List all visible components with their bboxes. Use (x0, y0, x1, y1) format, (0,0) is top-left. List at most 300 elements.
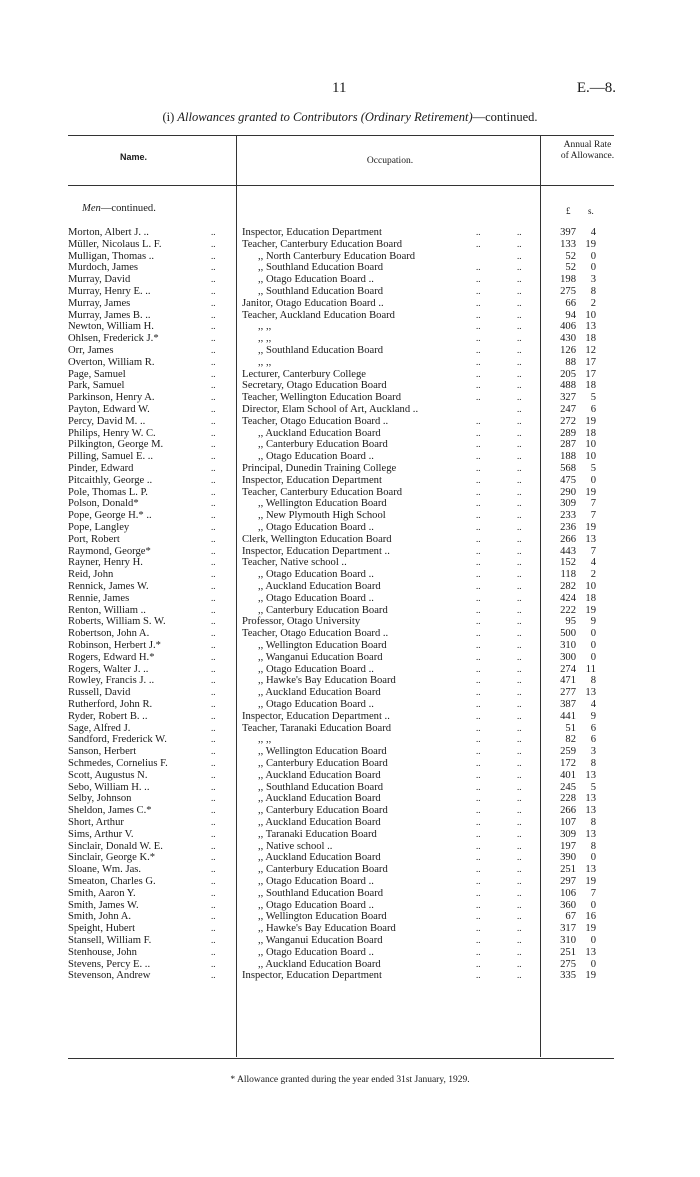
leader-dots: .. (211, 415, 216, 426)
leader-dots: .. (517, 675, 522, 686)
leader-dots: .. (517, 415, 522, 426)
row-occupation: Teacher, Auckland Education Board (242, 309, 395, 321)
row-name: Pope, George H.* .. (68, 510, 152, 522)
table-row (0, 947, 700, 959)
table-row (0, 734, 700, 746)
leader-dots: .. (476, 297, 481, 308)
leader-dots: .. (211, 592, 216, 603)
row-shillings: 19 (585, 486, 596, 498)
row-pounds: 475 (560, 474, 576, 486)
leader-dots: .. (211, 852, 216, 863)
row-pounds: 67 (565, 911, 576, 923)
row-shillings: 0 (590, 640, 596, 651)
leader-dots: .. (211, 545, 216, 556)
row-pounds: 297 (560, 876, 576, 887)
leader-dots: .. (211, 840, 216, 851)
leader-dots: .. (211, 887, 216, 898)
leader-dots: .. (211, 356, 216, 367)
row-shillings: 12 (585, 345, 596, 356)
row-pounds: 471 (560, 675, 576, 687)
row-occupation: Professor, Otago University (242, 616, 361, 628)
row-shillings: 13 (585, 828, 596, 840)
row-occupation: ,, Otago Education Board .. (258, 899, 374, 911)
row-occupation: ,, Otago Education Board .. (258, 274, 374, 286)
row-name: Pilling, Samuel E. .. (68, 451, 154, 463)
row-name: Sanson, Herbert (68, 746, 137, 758)
leader-dots: .. (476, 722, 481, 733)
row-occupation: ,, Auckland Education Board (258, 769, 381, 781)
leader-dots: .. (476, 710, 481, 721)
row-pounds: 275 (560, 286, 576, 297)
leader-dots: .. (517, 522, 522, 532)
table-row (0, 475, 700, 487)
row-pounds: 310 (560, 640, 576, 651)
table-row (0, 380, 700, 392)
table-row (0, 274, 700, 286)
leader-dots: .. (517, 852, 522, 863)
row-shillings: 13 (585, 793, 596, 805)
leader-dots: .. (211, 569, 216, 580)
header-rate (540, 140, 635, 162)
row-shillings: 7 (590, 545, 596, 557)
header-occupation: Occupation. (366, 156, 414, 166)
table-row (0, 829, 700, 841)
leader-dots: .. (211, 769, 216, 780)
row-name: Mulligan, Thomas .. (68, 250, 155, 262)
leader-dots: .. (476, 604, 481, 615)
row-name: Sinclair, George K.* (68, 852, 156, 864)
row-occupation: ,, ,, (258, 333, 272, 345)
row-shillings: 0 (590, 628, 596, 640)
row-shillings: 0 (590, 651, 596, 663)
row-pounds: 390 (560, 852, 576, 864)
row-name: Stenhouse, John (68, 946, 137, 958)
row-pounds: 441 (560, 710, 576, 722)
leader-dots: .. (211, 486, 216, 497)
row-name: Speight, Hubert (68, 923, 136, 935)
row-name: Schmedes, Cornelius F. (68, 758, 168, 769)
leader-dots: .. (476, 852, 481, 863)
row-shillings: 0 (590, 935, 596, 946)
row-shillings: 6 (590, 404, 596, 415)
row-name: Smith, Aaron Y. (68, 887, 136, 899)
row-occupation: ,, ,, (258, 321, 272, 333)
leader-dots: .. (517, 368, 522, 379)
leader-dots: .. (476, 758, 481, 768)
subtitle-prefix: (i) (162, 110, 178, 124)
document-code: E.—8. (576, 80, 616, 96)
leader-dots: .. (476, 675, 481, 686)
leader-dots: .. (211, 687, 216, 698)
leader-dots: .. (211, 333, 216, 344)
row-name: Robertson, John A. (68, 628, 150, 640)
row-name: Sims, Arthur V. (68, 828, 134, 840)
leader-dots: .. (517, 935, 522, 945)
row-name: Stansell, William F. (68, 935, 152, 946)
row-occupation: ,, Otago Education Board .. (258, 522, 374, 533)
row-occupation: ,, Southland Education Board (258, 345, 384, 356)
leader-dots: .. (476, 451, 481, 462)
leader-dots: .. (211, 781, 216, 792)
row-name: Ryder, Robert B. .. (68, 710, 148, 722)
row-shillings: 3 (590, 274, 596, 286)
row-name: Rowley, Francis J. .. (68, 675, 155, 687)
table-row (0, 357, 700, 369)
row-name: Smeaton, Charles G. (68, 876, 156, 887)
row-occupation: ,, Wellington Education Board (258, 640, 387, 651)
leader-dots: .. (476, 817, 481, 827)
row-pounds: 205 (560, 368, 576, 380)
row-occupation: ,, Native school .. (258, 840, 333, 852)
row-shillings: 16 (585, 911, 596, 923)
leader-dots: .. (517, 545, 522, 556)
leader-dots: .. (517, 817, 522, 827)
row-name: Smith, John A. (68, 911, 131, 923)
row-occupation: Teacher, Otago Education Board .. (242, 415, 389, 427)
leader-dots: .. (476, 840, 481, 851)
row-shillings: 19 (585, 876, 596, 887)
row-shillings: 8 (590, 286, 596, 297)
leader-dots: .. (476, 699, 481, 709)
row-name: Rogers, Edward H.* (68, 651, 155, 663)
leader-dots: .. (476, 887, 481, 898)
leader-dots: .. (517, 274, 522, 285)
section-heading (82, 203, 156, 214)
header-rate-line1: Annual Rate (563, 140, 612, 150)
leader-dots: .. (517, 722, 522, 733)
row-occupation: ,, Canterbury Education Board (258, 805, 388, 817)
leader-dots: .. (476, 533, 481, 544)
table-row (0, 770, 700, 782)
row-pounds: 95 (565, 616, 576, 628)
row-occupation: Clerk, Wellington Education Board (242, 533, 392, 545)
leader-dots: .. (517, 793, 522, 804)
row-name: Pilkington, George M. (68, 439, 164, 451)
row-pounds: 245 (560, 781, 576, 793)
row-shillings: 0 (590, 958, 596, 970)
table-row (0, 286, 700, 298)
row-shillings: 6 (590, 722, 596, 734)
unit-shillings: s. (588, 206, 594, 216)
row-occupation: ,, Otago Education Board .. (258, 946, 374, 958)
row-occupation: Director, Elam School of Art, Auckland .. (242, 404, 419, 415)
table-subtitle (0, 110, 700, 125)
row-name: Ohlsen, Frederick J.* (68, 333, 159, 345)
row-shillings: 13 (585, 946, 596, 958)
leader-dots: .. (211, 392, 216, 403)
row-shillings: 8 (590, 758, 596, 769)
row-shillings: 10 (585, 439, 596, 451)
leader-dots: .. (517, 592, 522, 603)
row-shillings: 0 (590, 899, 596, 911)
table-row (0, 404, 700, 416)
row-pounds: 568 (560, 463, 576, 474)
table-row (0, 593, 700, 605)
leader-dots: .. (211, 958, 216, 969)
row-occupation: ,, ,, (258, 734, 272, 746)
section-heading-suffix: —continued. (100, 203, 156, 214)
row-shillings: 8 (590, 675, 596, 687)
table-row (0, 439, 700, 451)
leader-dots: .. (517, 899, 522, 910)
leader-dots: .. (517, 710, 522, 721)
table-row (0, 640, 700, 652)
table-row (0, 687, 700, 699)
leader-dots: .. (211, 533, 216, 544)
row-pounds: 360 (560, 899, 576, 911)
leader-dots: .. (476, 510, 481, 521)
table-row (0, 711, 700, 723)
row-occupation: Teacher, Native school .. (242, 557, 347, 569)
leader-dots: .. (211, 463, 216, 473)
row-name: Selby, Johnson (68, 793, 132, 805)
table-row (0, 510, 700, 522)
table-row (0, 333, 700, 345)
leader-dots: .. (476, 522, 481, 532)
leader-dots: .. (517, 309, 522, 320)
row-shillings: 19 (585, 604, 596, 616)
row-shillings: 18 (585, 592, 596, 604)
leader-dots: .. (476, 769, 481, 780)
leader-dots: .. (517, 321, 522, 332)
row-shillings: 7 (590, 498, 596, 510)
leader-dots: .. (211, 274, 216, 285)
row-occupation: Lecturer, Canterbury College (242, 368, 367, 380)
table-row (0, 664, 700, 676)
leader-dots: .. (517, 581, 522, 591)
page-number: 11 (332, 80, 347, 96)
table-row (0, 463, 700, 475)
row-occupation: ,, Southland Education Board (258, 781, 384, 793)
row-name: Murray, David (68, 274, 131, 286)
row-occupation: ,, Taranaki Education Board (258, 828, 377, 840)
row-shillings: 19 (585, 923, 596, 935)
row-occupation: Teacher, Taranaki Education Board (242, 722, 392, 734)
row-shillings: 9 (590, 616, 596, 628)
leader-dots: .. (517, 876, 522, 886)
leader-dots: .. (211, 557, 216, 568)
leader-dots: .. (517, 769, 522, 780)
row-shillings: 13 (585, 321, 596, 333)
table-row (0, 251, 700, 263)
table-row (0, 841, 700, 853)
leader-dots: .. (476, 958, 481, 969)
row-pounds: 300 (560, 651, 576, 663)
leader-dots: .. (517, 463, 522, 473)
leader-dots: .. (211, 604, 216, 615)
leader-dots: .. (476, 309, 481, 320)
leader-dots: .. (476, 911, 481, 922)
footer-rule (68, 1058, 614, 1059)
row-occupation: ,, New Plymouth High School (258, 510, 386, 522)
leader-dots: .. (517, 345, 522, 355)
row-pounds: 317 (560, 923, 576, 935)
leader-dots: .. (517, 628, 522, 639)
table-row (0, 723, 700, 735)
leader-dots: .. (517, 970, 522, 981)
row-pounds: 430 (560, 333, 576, 345)
row-occupation: Teacher, Otago Education Board .. (242, 628, 389, 640)
leader-dots: .. (517, 451, 522, 462)
row-shillings: 19 (585, 970, 596, 982)
leader-dots: .. (476, 274, 481, 285)
leader-dots: .. (476, 640, 481, 650)
row-occupation: ,, Otago Education Board .. (258, 451, 374, 463)
row-name: Morton, Albert J. .. (68, 227, 149, 238)
row-occupation: ,, Auckland Education Board (258, 958, 381, 970)
leader-dots: .. (476, 368, 481, 379)
leader-dots: .. (517, 227, 522, 237)
row-occupation: ,, Otago Education Board .. (258, 699, 374, 710)
row-shillings: 11 (585, 663, 596, 675)
leader-dots: .. (211, 710, 216, 721)
leader-dots: .. (476, 935, 481, 945)
leader-dots: .. (476, 392, 481, 403)
row-name: Rutherford, John R. (68, 699, 153, 710)
row-occupation: ,, Otago Education Board .. (258, 876, 374, 887)
row-name: Russell, David (68, 687, 131, 699)
leader-dots: .. (211, 427, 216, 438)
row-pounds: 88 (565, 356, 576, 368)
table-row (0, 321, 700, 333)
row-pounds: 488 (560, 380, 576, 392)
footnote: * Allowance granted during the year ended 31st January, 1929. (230, 1075, 470, 1085)
table-row (0, 392, 700, 404)
leader-dots: .. (517, 923, 522, 934)
row-pounds: 290 (560, 486, 576, 498)
leader-dots: .. (211, 923, 216, 934)
row-occupation: ,, Wanganui Education Board (258, 935, 383, 946)
leader-dots: .. (476, 227, 481, 237)
leader-dots: .. (211, 640, 216, 650)
row-pounds: 236 (560, 522, 576, 533)
leader-dots: .. (476, 805, 481, 816)
leader-dots: .. (476, 333, 481, 344)
leader-dots: .. (211, 805, 216, 816)
leader-dots: .. (211, 663, 216, 674)
leader-dots: .. (476, 286, 481, 296)
row-pounds: 397 (560, 227, 576, 238)
row-name: Pope, Langley (68, 522, 130, 533)
leader-dots: .. (476, 734, 481, 745)
row-name: Pitcaithly, George .. (68, 474, 153, 486)
leader-dots: .. (517, 474, 522, 485)
row-pounds: 500 (560, 628, 576, 640)
row-shillings: 5 (590, 392, 596, 404)
table-row (0, 675, 700, 687)
table-row (0, 451, 700, 463)
leader-dots: .. (211, 404, 216, 414)
row-name: Philips, Henry W. C. (68, 427, 156, 439)
leader-dots: .. (517, 604, 522, 615)
row-occupation: ,, Wellington Education Board (258, 498, 387, 510)
row-name: Rayner, Henry H. (68, 557, 143, 569)
row-name: Robinson, Herbert J.* (68, 640, 161, 651)
row-pounds: 82 (565, 734, 576, 746)
row-name: Parkinson, Henry A. (68, 392, 155, 404)
leader-dots: .. (211, 828, 216, 839)
row-name: Sinclair, Donald W. E. (68, 840, 163, 852)
leader-dots: .. (476, 463, 481, 473)
row-pounds: 401 (560, 769, 576, 781)
table-row (0, 416, 700, 428)
leader-dots: .. (476, 628, 481, 639)
table-row (0, 546, 700, 558)
row-shillings: 0 (590, 474, 596, 486)
leader-dots: .. (211, 238, 216, 249)
leader-dots: .. (476, 946, 481, 957)
leader-dots: .. (476, 345, 481, 355)
unit-pounds: £ (566, 206, 571, 216)
leader-dots: .. (517, 286, 522, 296)
leader-dots: .. (517, 958, 522, 969)
leader-dots: .. (476, 828, 481, 839)
row-pounds: 309 (560, 498, 576, 510)
leader-dots: .. (211, 474, 216, 485)
row-pounds: 188 (560, 451, 576, 463)
row-pounds: 228 (560, 793, 576, 805)
row-name: Murray, James B. .. (68, 309, 151, 321)
row-shillings: 9 (590, 710, 596, 722)
row-shillings: 19 (585, 522, 596, 533)
row-occupation: Inspector, Education Department .. (242, 545, 390, 557)
table-row (0, 699, 700, 711)
row-name: Page, Samuel (68, 368, 126, 380)
table-row (0, 569, 700, 581)
leader-dots: .. (211, 345, 216, 355)
leader-dots: .. (476, 498, 481, 509)
row-shillings: 10 (585, 581, 596, 592)
leader-dots: .. (211, 817, 216, 827)
row-occupation: ,, Auckland Education Board (258, 427, 381, 439)
row-shillings: 13 (585, 687, 596, 699)
leader-dots: .. (517, 663, 522, 674)
table-row (0, 758, 700, 770)
row-occupation: Teacher, Canterbury Education Board (242, 238, 403, 250)
row-pounds: 126 (560, 345, 576, 356)
leader-dots: .. (517, 427, 522, 438)
leader-dots: .. (517, 439, 522, 450)
leader-dots: .. (476, 923, 481, 934)
row-pounds: 233 (560, 510, 576, 522)
row-occupation: ,, ,, (258, 356, 272, 368)
leader-dots: .. (476, 616, 481, 627)
leader-dots: .. (517, 569, 522, 580)
row-shillings: 18 (585, 333, 596, 345)
leader-dots: .. (476, 439, 481, 450)
table-row (0, 298, 700, 310)
table-row (0, 817, 700, 829)
leader-dots: .. (476, 238, 481, 249)
leader-dots: .. (211, 935, 216, 945)
row-occupation: ,, Southland Education Board (258, 887, 384, 899)
leader-dots: .. (517, 758, 522, 768)
row-name: Stevenson, Andrew (68, 970, 151, 982)
table-row (0, 628, 700, 640)
row-shillings: 13 (585, 864, 596, 876)
row-shillings: 18 (585, 380, 596, 392)
row-shillings: 4 (590, 557, 596, 569)
table-row (0, 498, 700, 510)
leader-dots: .. (211, 297, 216, 308)
row-pounds: 52 (565, 262, 576, 274)
leader-dots: .. (517, 533, 522, 544)
leader-dots: .. (211, 793, 216, 804)
row-name: Polson, Donald* (68, 498, 139, 510)
row-pounds: 259 (560, 746, 576, 758)
leader-dots: .. (476, 415, 481, 426)
row-occupation: Inspector, Education Department (242, 970, 382, 982)
